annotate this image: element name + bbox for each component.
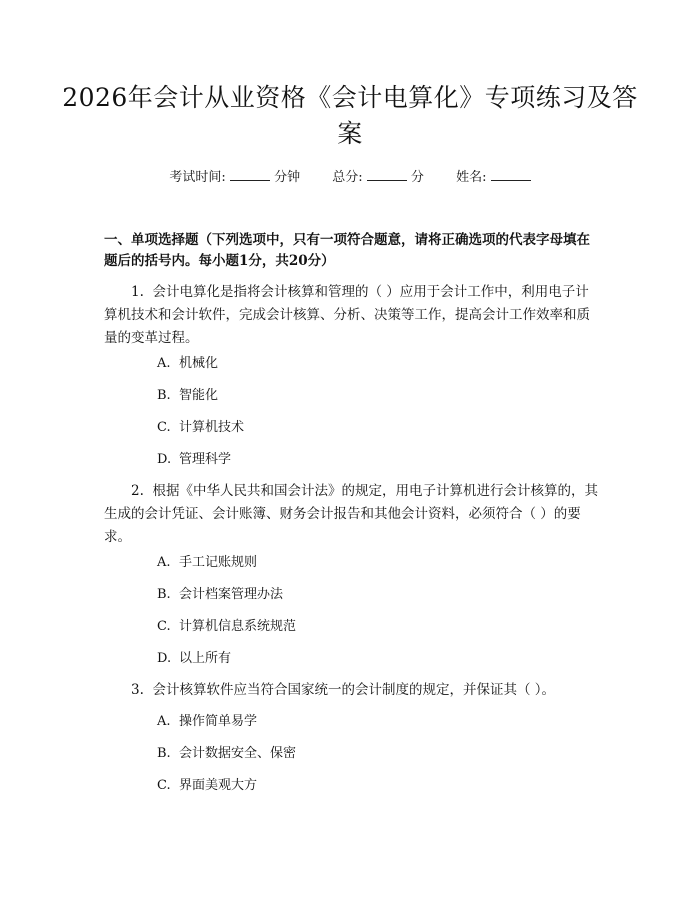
question-3-option-a bbox=[157, 712, 257, 732]
option-letter: A. bbox=[157, 714, 171, 729]
question-text: 会计电算化是指将会计核算和管理的（ ）应用于会计工作中，利用电子计算机技术和会计软件，完成会计核算、分析、决策等工作，提高会计工作效率和质量的变革过程。 bbox=[104, 284, 590, 346]
question-3-option-b bbox=[157, 744, 296, 764]
option-text: 计算机技术 bbox=[179, 420, 245, 435]
option-text: 智能化 bbox=[179, 388, 219, 403]
option-text: 操作简单易学 bbox=[179, 714, 258, 729]
option-letter: C. bbox=[157, 420, 171, 435]
question-2-option-b bbox=[157, 585, 283, 605]
option-letter: B. bbox=[157, 587, 171, 602]
option-text: 手工记账规则 bbox=[179, 555, 258, 570]
question-number: 1. bbox=[131, 284, 144, 300]
question-2-option-a bbox=[157, 553, 257, 573]
question-1-option-a bbox=[157, 354, 218, 374]
total-score-blank bbox=[367, 168, 407, 181]
question-3 bbox=[104, 679, 600, 702]
question-1-option-b bbox=[157, 386, 218, 406]
option-text: 界面美观大方 bbox=[179, 778, 258, 793]
question-2 bbox=[104, 480, 600, 549]
total-score-label: 总分: bbox=[332, 170, 363, 185]
question-text: 根据《中华人民共和国会计法》的规定，用电子计算机进行会计核算的，其生成的会计凭证、会计账簿、财务会计报告和其他会计资料，必须符合（ ）的要求。 bbox=[104, 483, 598, 545]
section-heading: 一、单项选择题（下列选项中，只有一项符合题意，请将正确选项的代表字母填在题后的括号内。每小题1分，共20分） bbox=[104, 232, 590, 269]
option-letter: B. bbox=[157, 388, 171, 403]
option-letter: D. bbox=[157, 452, 172, 467]
question-2-option-c bbox=[157, 617, 296, 637]
option-text: 会计档案管理办法 bbox=[179, 587, 284, 602]
name-blank bbox=[491, 168, 531, 181]
exam-time-label: 考试时间: bbox=[169, 170, 226, 185]
question-2-option-d bbox=[157, 649, 231, 669]
document-title: 2026年会计从业资格《会计电算化》专项练习及答案 bbox=[62, 83, 638, 148]
exam-time-blank bbox=[230, 168, 270, 181]
question-text: 会计核算软件应当符合国家统一的会计制度的规定，并保证其（ ）。 bbox=[152, 682, 556, 698]
option-letter: C. bbox=[157, 619, 171, 634]
question-1 bbox=[104, 281, 600, 350]
question-1-option-d bbox=[157, 450, 231, 470]
exam-time-unit: 分钟 bbox=[274, 170, 301, 185]
name-label: 姓名: bbox=[456, 170, 487, 185]
total-score-unit: 分 bbox=[410, 170, 424, 185]
option-letter: A. bbox=[157, 356, 171, 371]
option-letter: A. bbox=[157, 555, 171, 570]
option-letter: C. bbox=[157, 778, 171, 793]
total-score-field bbox=[332, 170, 428, 185]
exam-info-line bbox=[0, 168, 700, 188]
option-text: 以上所有 bbox=[179, 651, 232, 666]
question-number: 2. bbox=[131, 483, 144, 499]
exam-time-field bbox=[169, 170, 304, 185]
option-letter: B. bbox=[157, 746, 171, 761]
option-letter: D. bbox=[157, 651, 172, 666]
question-1-option-c bbox=[157, 418, 244, 438]
option-text: 管理科学 bbox=[179, 452, 232, 467]
question-number: 3. bbox=[131, 682, 144, 698]
option-text: 机械化 bbox=[179, 356, 219, 371]
name-field bbox=[456, 170, 531, 185]
option-text: 计算机信息系统规范 bbox=[179, 619, 297, 634]
option-text: 会计数据安全、保密 bbox=[179, 746, 297, 761]
question-3-option-c bbox=[157, 776, 257, 796]
